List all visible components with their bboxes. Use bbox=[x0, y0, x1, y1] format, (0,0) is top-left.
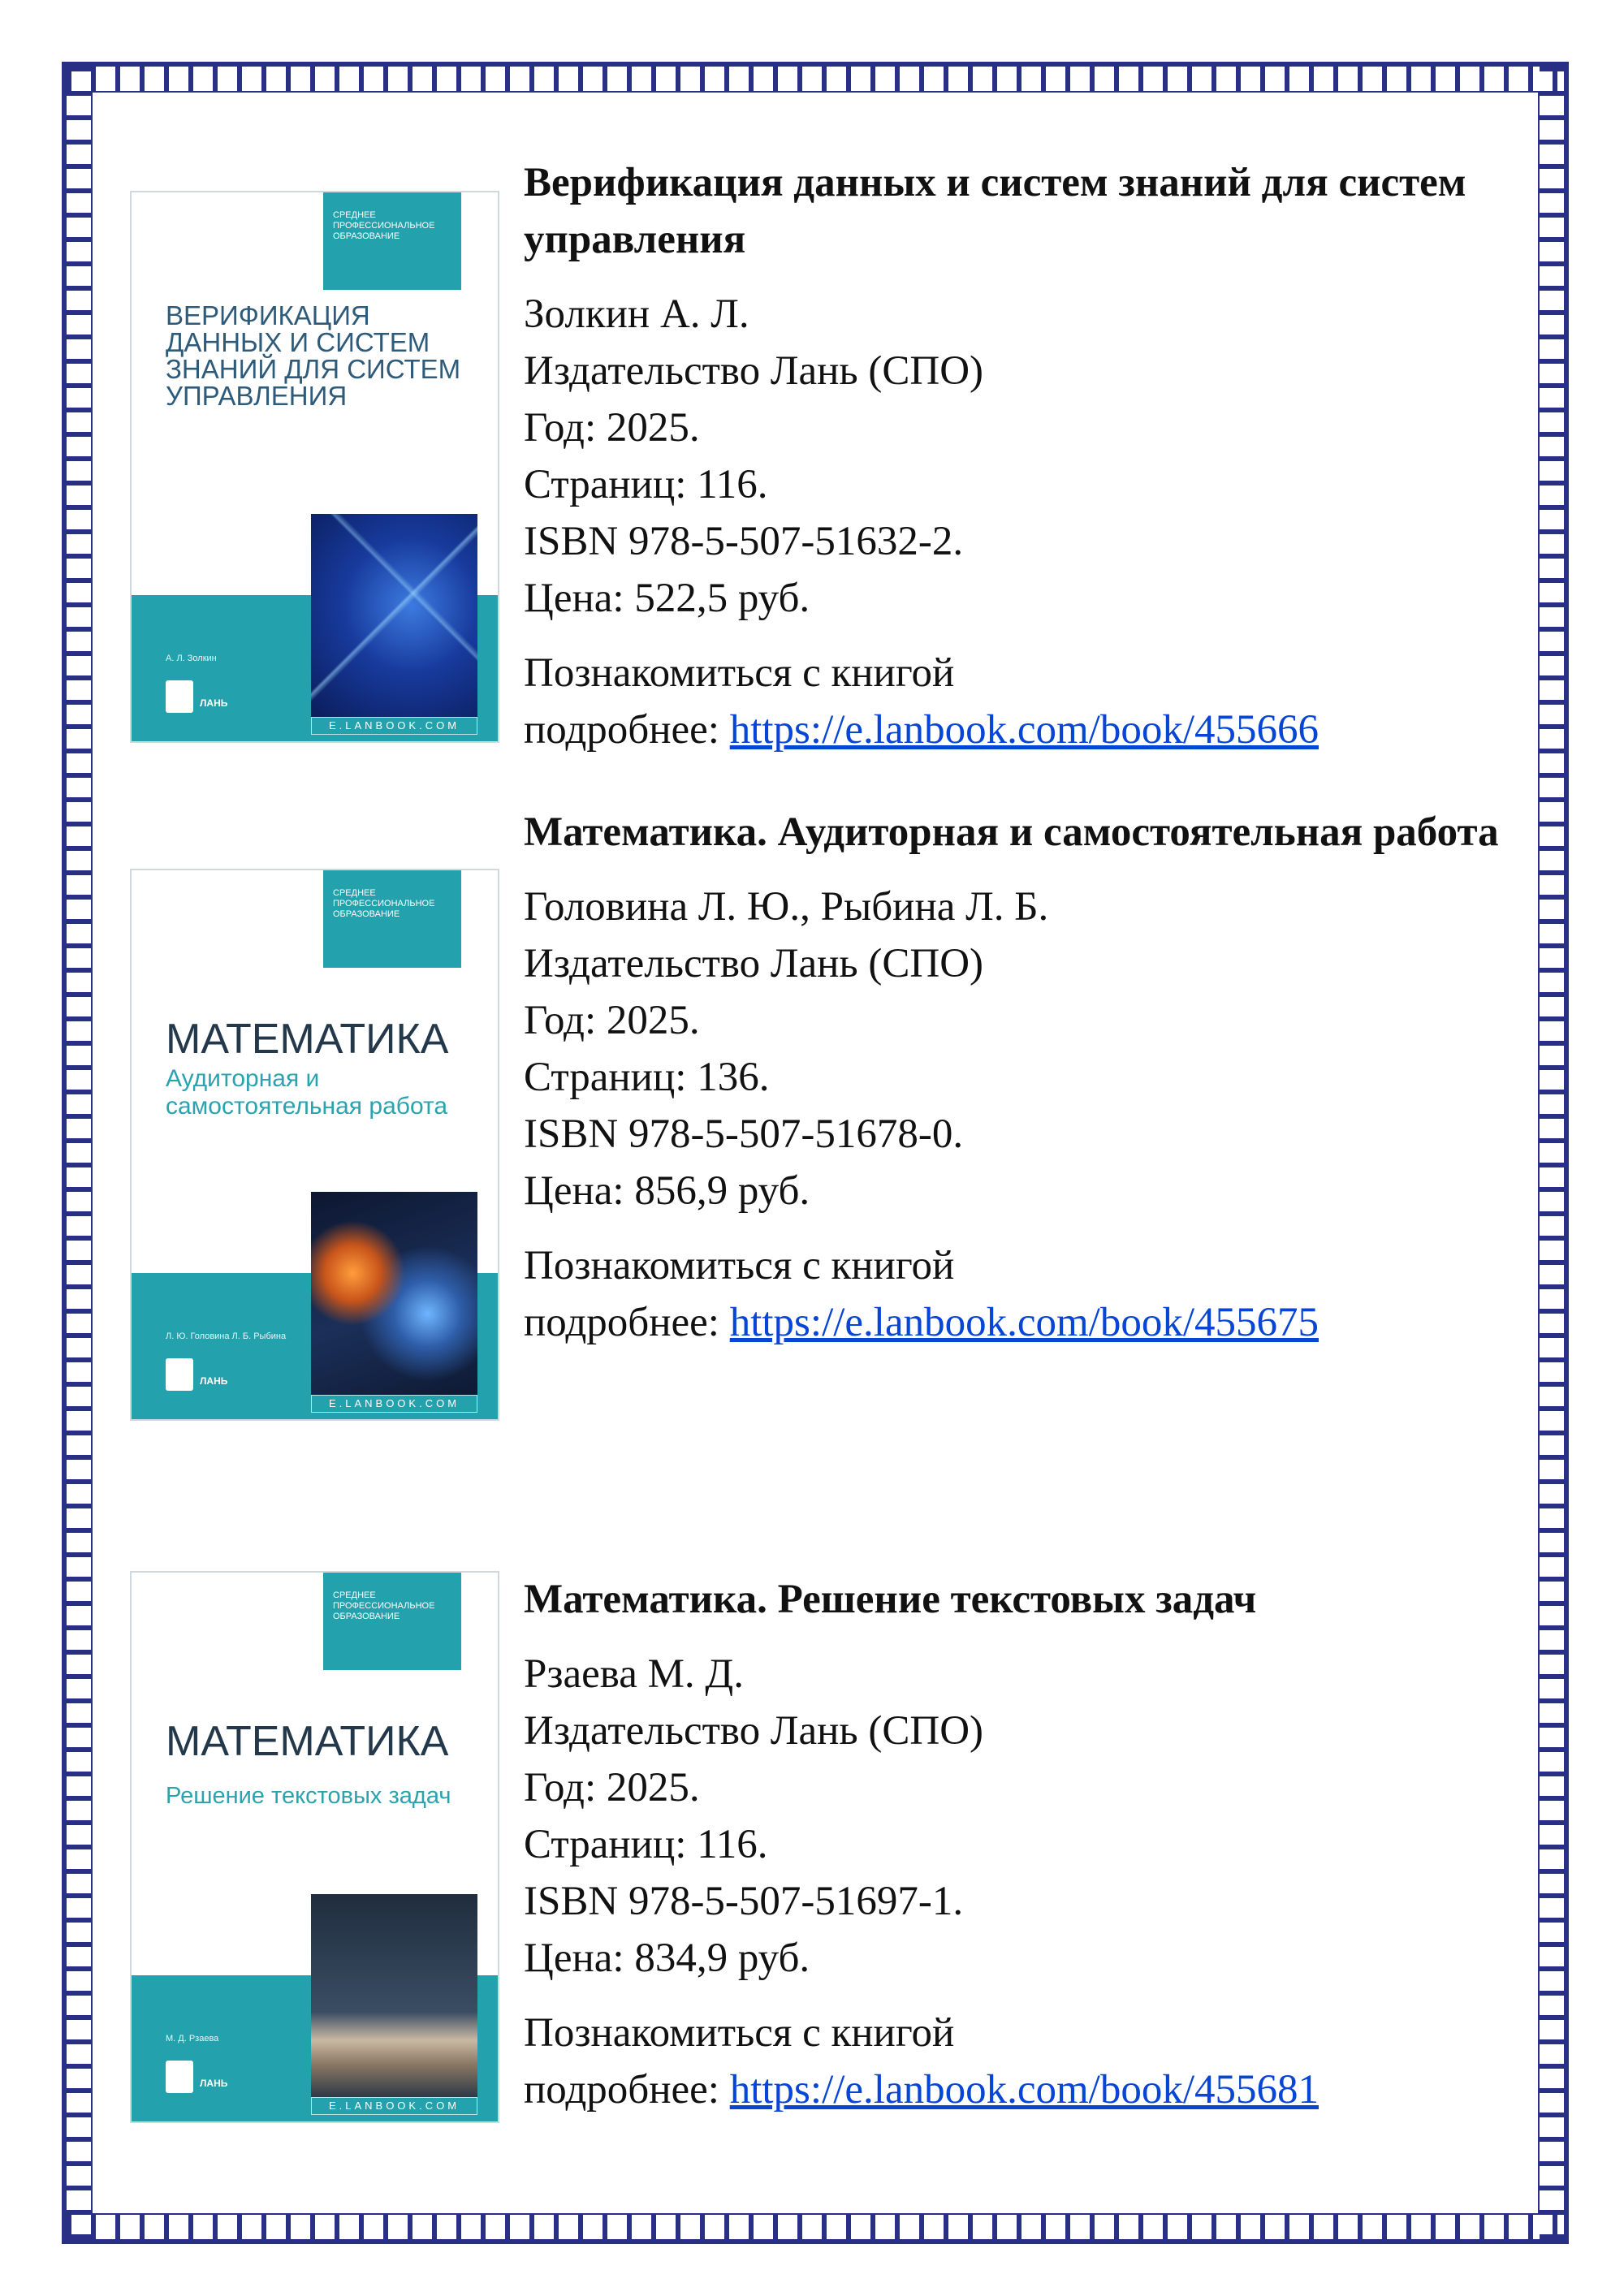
more-text: Познакомиться с книгой bbox=[524, 2010, 955, 2056]
more-prefix: подробнее: bbox=[524, 707, 730, 753]
book-pages: Страниц: 136. bbox=[524, 1055, 770, 1100]
book-link[interactable]: https://e.lanbook.com/book/455666 bbox=[729, 707, 1319, 753]
more-text: Познакомиться с книгой bbox=[524, 1243, 955, 1288]
cover-logo-text: ЛАНЬ bbox=[200, 697, 228, 709]
book-pages: Страниц: 116. bbox=[524, 1822, 768, 1867]
book-title: Математика. Решение текстовых задач bbox=[524, 1577, 1257, 1622]
book-author: Золкин А. Л. bbox=[524, 291, 749, 337]
book-cover-image bbox=[130, 191, 499, 743]
cover-series-label: СРЕДНЕЕ ПРОФЕССИОНАЛЬНОЕ ОБРАЗОВАНИЕ bbox=[323, 192, 461, 290]
cover-series-label: СРЕДНЕЕ ПРОФЕССИОНАЛЬНОЕ ОБРАЗОВАНИЕ bbox=[323, 1573, 461, 1670]
frame-pattern-top bbox=[67, 67, 1564, 91]
cover-author: А. Л. Золкин bbox=[166, 654, 217, 663]
book-price: Цена: 834,9 руб. bbox=[524, 1936, 810, 1981]
book-price: Цена: 522,5 руб. bbox=[524, 576, 810, 621]
publisher-logo-icon bbox=[166, 2061, 193, 2093]
book-info bbox=[524, 154, 1624, 758]
cover-logo-text: ЛАНЬ bbox=[200, 2078, 228, 2089]
book-info bbox=[524, 1571, 1624, 2118]
cover-site: E.LANBOOK.COM bbox=[311, 717, 477, 735]
book-year: Год: 2025. bbox=[524, 405, 700, 451]
cover-illustration bbox=[311, 514, 477, 717]
cover-author: М. Д. Рзаева bbox=[166, 2034, 219, 2044]
cover-title: ВЕРИФИКАЦИЯ ДАННЫХ И СИСТЕМ ЗНАНИЙ ДЛЯ СИСТЕМ УПРАВЛЕНИЯ bbox=[166, 300, 461, 411]
cover-series-label: СРЕДНЕЕ ПРОФЕССИОНАЛЬНОЕ ОБРАЗОВАНИЕ bbox=[323, 870, 461, 968]
book-publisher: Издательство Лань (СПО) bbox=[524, 1708, 984, 1754]
more-text: Познакомиться с книгой bbox=[524, 650, 955, 696]
more-link-line bbox=[524, 1294, 1624, 1351]
cover-subtitle: Аудиторная и самостоятельная работа bbox=[166, 1065, 448, 1120]
more-link-line bbox=[524, 2061, 1624, 2118]
cover-site: E.LANBOOK.COM bbox=[311, 2097, 477, 2115]
publisher-logo-icon bbox=[166, 680, 193, 713]
book-author: Рзаева М. Д. bbox=[524, 1651, 744, 1697]
cover-site: E.LANBOOK.COM bbox=[311, 1395, 477, 1413]
book-price: Цена: 856,9 руб. bbox=[524, 1168, 810, 1214]
book-more bbox=[524, 1237, 1624, 1351]
book-year: Год: 2025. bbox=[524, 1765, 700, 1810]
more-prefix: подробнее: bbox=[524, 2067, 730, 2113]
cover-logo-text: ЛАНЬ bbox=[200, 1375, 228, 1387]
publisher-logo-icon bbox=[166, 1358, 193, 1391]
book-isbn: ISBN 978-5-507-51697-1. bbox=[524, 1879, 964, 1924]
book-author: Головина Л. Ю., Рыбина Л. Б. bbox=[524, 884, 1049, 930]
more-prefix: подробнее: bbox=[524, 1300, 730, 1345]
book-publisher: Издательство Лань (СПО) bbox=[524, 941, 984, 986]
cover-author: Л. Ю. Головина Л. Б. Рыбина bbox=[166, 1331, 287, 1341]
frame-pattern-bottom bbox=[67, 2215, 1564, 2239]
book-isbn: ISBN 978-5-507-51678-0. bbox=[524, 1111, 964, 1157]
more-link-line bbox=[524, 701, 1624, 758]
frame-pattern-left bbox=[67, 67, 91, 2239]
book-title: Верификация данных и систем знаний для систем управления bbox=[524, 160, 1466, 262]
cover-subtitle: Решение текстовых задач bbox=[166, 1783, 451, 1809]
book-more bbox=[524, 2005, 1624, 2118]
book-info bbox=[524, 804, 1624, 1351]
book-title: Математика. Аудиторная и самостоятельная работа bbox=[524, 809, 1499, 855]
book-cover-image bbox=[130, 869, 499, 1421]
book-link[interactable]: https://e.lanbook.com/book/455681 bbox=[729, 2067, 1319, 2113]
book-year: Год: 2025. bbox=[524, 998, 700, 1043]
book-cover-image bbox=[130, 1571, 499, 2123]
book-pages: Страниц: 116. bbox=[524, 462, 768, 507]
cover-illustration bbox=[311, 1894, 477, 2097]
book-link[interactable]: https://e.lanbook.com/book/455675 bbox=[729, 1300, 1319, 1345]
cover-title: МАТЕМАТИКА bbox=[166, 1016, 449, 1063]
book-isbn: ISBN 978-5-507-51632-2. bbox=[524, 519, 964, 564]
book-more bbox=[524, 645, 1624, 758]
cover-title: МАТЕМАТИКА bbox=[166, 1718, 449, 1765]
cover-illustration bbox=[311, 1192, 477, 1395]
book-publisher: Издательство Лань (СПО) bbox=[524, 348, 984, 394]
